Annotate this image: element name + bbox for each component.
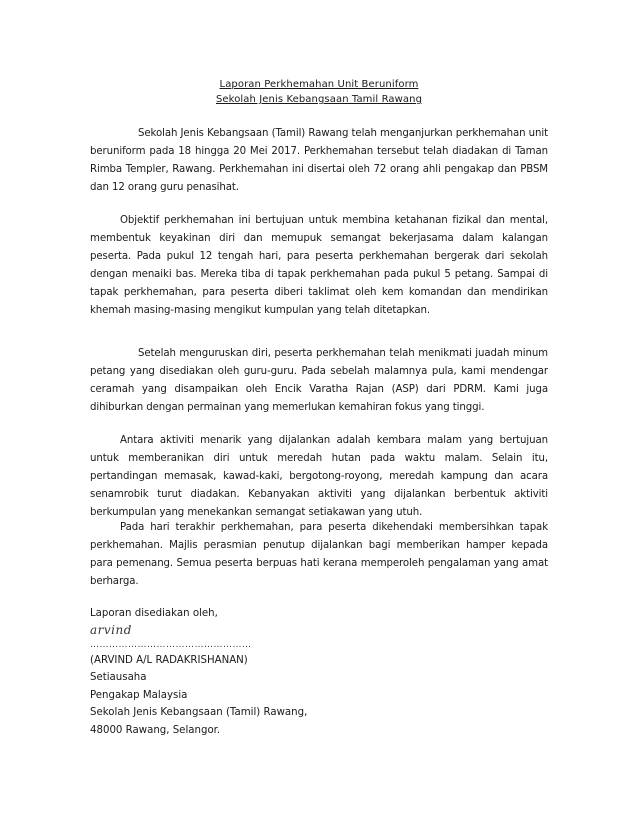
paragraph-4 <box>90 432 548 522</box>
prepared-by-label: Laporan disediakan oleh, <box>90 608 218 619</box>
school-name: Sekolah Jenis Kebangsaan (Tamil) Rawang, <box>90 707 308 718</box>
paragraph-1-text: Sekolah Jenis Kebangsaan (Tamil) Rawang telah menganjurkan perkhemahan unit beruniform pada 18 hingga 20 Mei 2017. Perkhemahan tersebut telah diadakan di Taman Rimba Templer, Rawang. Perkhemahan ini disertai oleh 72 orang ahli pengakap dan PBSM dan 12 orang guru penasihat. <box>90 128 548 193</box>
paragraph-2-text: Objektif perkhemahan ini bertujuan untuk membina ketahanan fizikal dan mental, membentuk keyakinan diri dan memupuk semangat bekerjasama dalam kalangan peserta. Pada pukul 12 tengah hari, para peserta perkhemahan bergerak dari sekolah dengan menaiki bas. Mereka tiba di tapak perkhemahan pada pukul 5 petang. Sampai di tapak perkhemahan, para peserta diberi taklimat oleh kem komandan dan mendirikan khemah masing-masing mengikut kumpulan yang telah ditetapkan. <box>90 215 548 316</box>
paragraph-2 <box>90 212 548 320</box>
paragraph-5 <box>90 519 548 591</box>
title-line-2: Sekolah Jenis Kebangsaan Tamil Rawang <box>215 94 423 105</box>
paragraph-3-text: Setelah menguruskan diri, peserta perkhemahan telah menikmati juadah minum petang yang disediakan oleh guru-guru. Pada sebelah malamnya pula, kami mendengar ceramah yang disampaikan oleh Encik Varatha Rajan (ASP) dari PDRM. Kami juga dihiburkan dengan permainan yang memerlukan kemahiran fokus yang tinggi. <box>90 348 548 413</box>
signer-organization: Pengakap Malaysia <box>90 689 188 701</box>
signer-name: (ARVIND A/L RADAKRISHANAN) <box>90 654 248 666</box>
paragraph-5-text: Pada hari terakhir perkhemahan, para peserta dikehendaki membersihkan tapak perkhemahan. Majlis perasmian penutup dijalankan bagi memberikan hamper kepada para pemenang. Semua peserta berpuas hati kerana memperoleh pengalaman yang amat berharga. <box>90 522 548 587</box>
paragraph-3 <box>90 345 548 417</box>
title-line-1: Laporan Perkhemahan Unit Beruniform <box>219 79 419 90</box>
signature-dotted-line: …………………………………………… <box>90 639 252 650</box>
school-address: 48000 Rawang, Selangor. <box>90 724 221 736</box>
handwritten-signature: arvind <box>90 622 132 637</box>
report-title <box>0 77 638 107</box>
signer-position: Setiausaha <box>90 672 147 683</box>
signature-block <box>90 605 548 739</box>
paragraph-1 <box>90 125 548 197</box>
paragraph-4-text: Antara aktiviti menarik yang dijalankan adalah kembara malam yang bertujuan untuk memberanikan diri untuk meredah hutan pada waktu malam. Selain itu, pertandingan memasak, kawad-kaki, bergotong-royong, meredah kampung dan acara senamrobik turut diadakan. Kebanyakan aktiviti yang dijalankan berbentuk aktiviti berkumpulan yang menekankan semangat setiakawan yang utuh. <box>90 435 548 518</box>
